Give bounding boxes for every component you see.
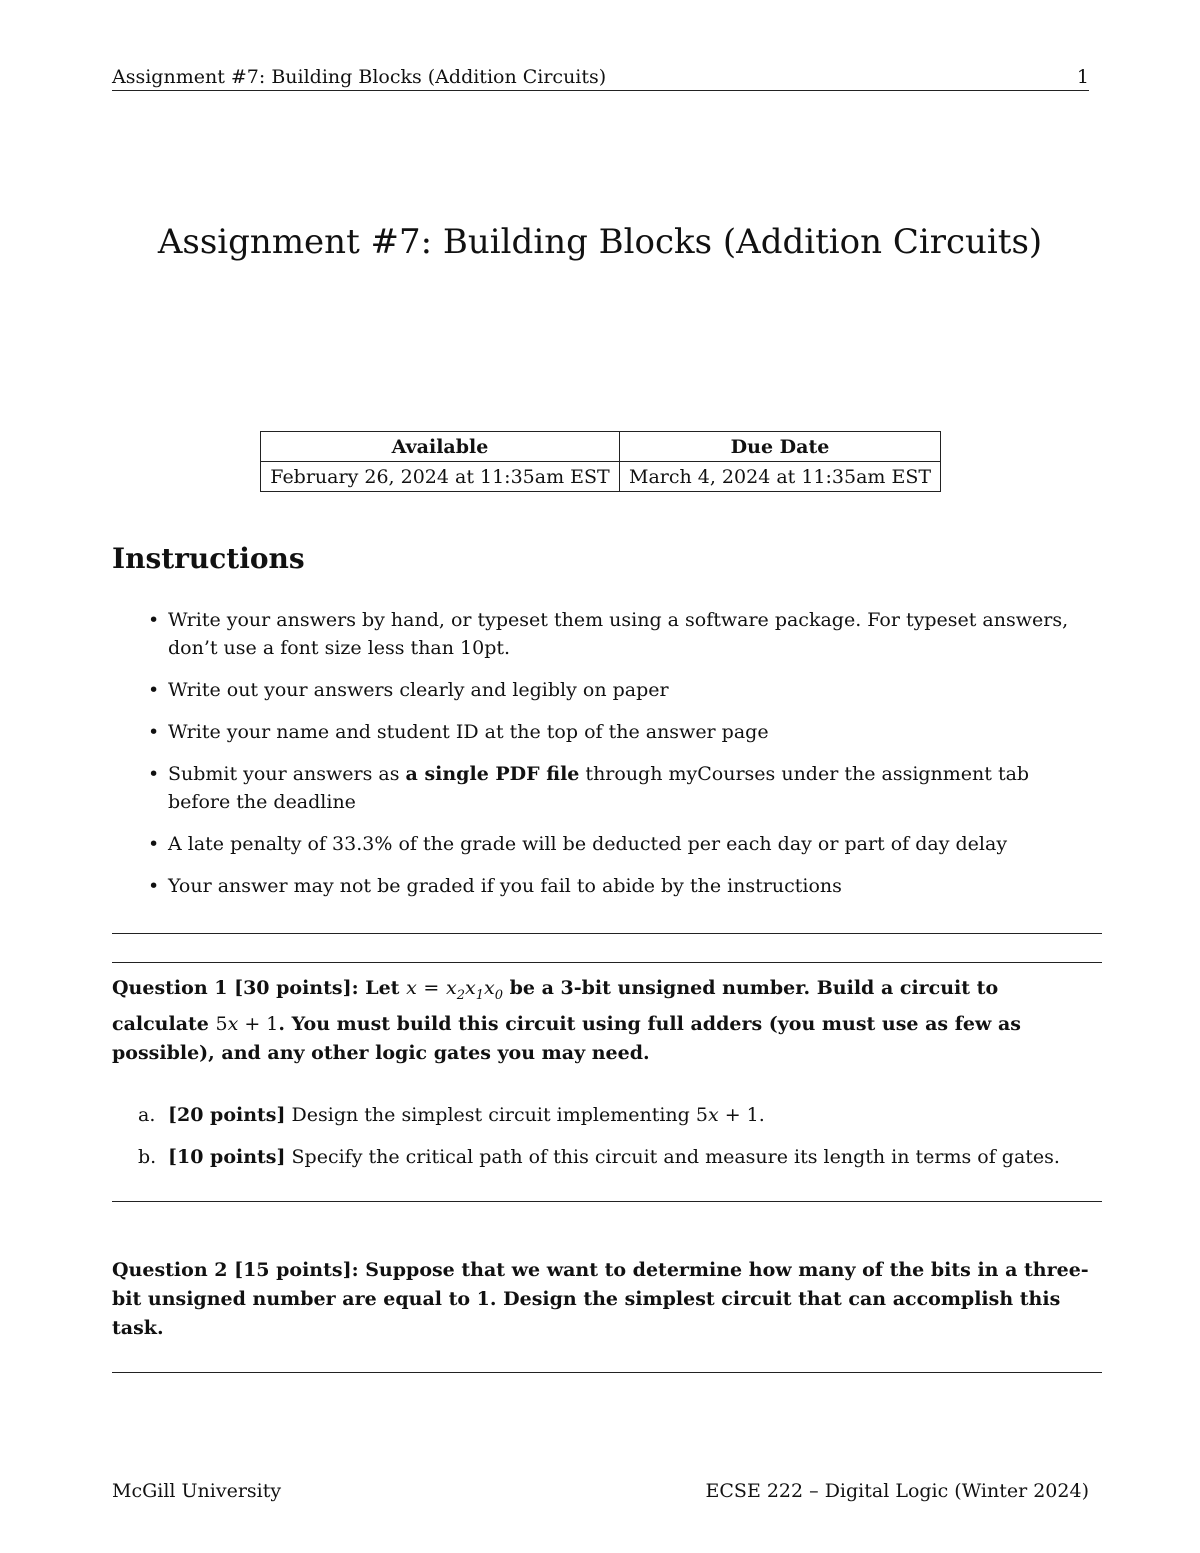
- running-header: [112, 66, 1089, 91]
- math-num: + 1: [718, 1104, 759, 1126]
- part-label: a.: [138, 1104, 156, 1126]
- divider: [112, 1372, 1102, 1373]
- math-var: x: [445, 977, 457, 999]
- divider: [112, 962, 1102, 963]
- divider: [112, 1201, 1102, 1202]
- instructions-heading: Instructions: [112, 542, 305, 575]
- page-number: 1: [1076, 66, 1089, 88]
- math-var: x: [406, 977, 417, 999]
- instruction-item: • Write your answers by hand, or typeset them using a software package. For typeset answers, don’t use a font size less than 10pt.: [112, 606, 1092, 662]
- part-text: .: [758, 1104, 765, 1126]
- math-num: 5: [215, 1012, 228, 1035]
- instructions-list: [112, 606, 1092, 914]
- math-var: x: [464, 977, 476, 999]
- dates-header-row: [261, 432, 941, 462]
- instruction-text: Submit your answers as: [168, 763, 406, 785]
- page-footer: [112, 1480, 1089, 1502]
- instruction-item: • Your answer may not be graded if you fail to abide by the instructions: [112, 872, 1092, 900]
- math-var: x: [483, 977, 495, 999]
- part-text: Design the simplest circuit implementing: [285, 1104, 696, 1126]
- question-1: [112, 974, 1092, 1068]
- instruction-item: • Write your name and student ID at the top of the answer page: [112, 718, 1092, 746]
- available-date: February 26, 2024 at 11:35am EST: [261, 462, 620, 492]
- math-eq: =: [423, 977, 440, 999]
- instruction-emphasis: a single PDF file: [405, 763, 580, 785]
- math-sub: 1: [475, 987, 484, 1003]
- question-1-parts: [112, 1101, 1092, 1185]
- math-num: + 1: [238, 1012, 279, 1035]
- running-title: Assignment #7: Building Blocks (Addition Circuits): [112, 66, 607, 88]
- part-text: Specify the critical path of this circuit and measure its length in terms of gates.: [285, 1146, 1060, 1168]
- math-num: 5: [695, 1104, 708, 1126]
- math-var: x: [227, 1012, 239, 1035]
- instruction-text: through myCourses under the assignment tab before the deadline: [168, 763, 1030, 813]
- footer-institution: McGill University: [112, 1480, 282, 1502]
- q1-text: be a 3-bit unsigned number. Build a circuit to calculate: [112, 977, 999, 1035]
- footer-course: ECSE 222 – Digital Logic (Winter 2024): [705, 1480, 1089, 1502]
- due-date-column-header: Due Date: [620, 432, 941, 462]
- math-sub: 2: [456, 987, 465, 1003]
- math-var: x: [707, 1104, 719, 1126]
- document-title: Assignment #7: Building Blocks (Addition Circuits): [157, 222, 1043, 262]
- part-label: b.: [138, 1146, 157, 1168]
- instruction-item: • A late penalty of 33.3% of the grade will be deducted per each day or part of day delay: [112, 830, 1092, 858]
- instruction-item: • Write out your answers clearly and legibly on paper: [112, 676, 1092, 704]
- available-column-header: Available: [261, 432, 620, 462]
- question-2-label: Question 2 [15 points]:: [112, 1259, 359, 1281]
- question-2-text: Suppose that we want to determine how many of the bits in a three-bit unsigned number are equal to 1. Design the simplest circuit that can accomplish this task.: [112, 1259, 1089, 1339]
- question-2: [112, 1256, 1092, 1343]
- due-date: March 4, 2024 at 11:35am EST: [620, 462, 941, 492]
- divider: [112, 933, 1102, 934]
- math-sub: 0: [494, 987, 503, 1003]
- dates-table: [260, 431, 941, 492]
- part-points: [10 points]: [168, 1146, 286, 1168]
- question-part: [112, 1101, 1092, 1129]
- question-1-label: Question 1 [30 points]:: [112, 977, 359, 999]
- dates-value-row: [261, 462, 941, 492]
- question-part: [112, 1143, 1092, 1171]
- q1-text: Let: [365, 977, 400, 999]
- instruction-item: [112, 760, 1092, 816]
- q1-text: . You must build this circuit using full adders (you must use as few as possible), and any other logic gates you may need.: [112, 1012, 1021, 1064]
- part-points: [20 points]: [168, 1104, 286, 1126]
